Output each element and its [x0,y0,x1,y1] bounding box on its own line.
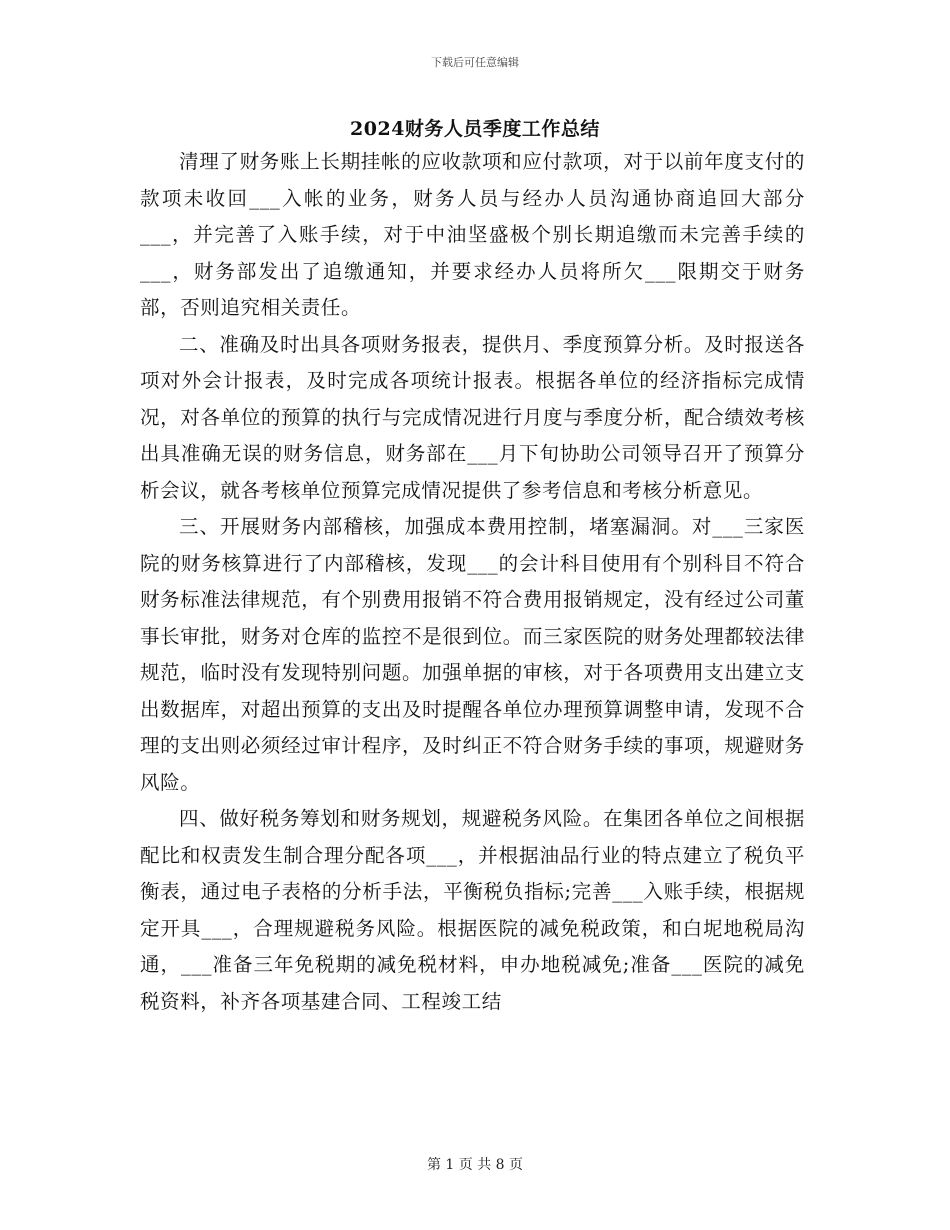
document-title: 2024财务人员季度工作总结 [350,118,600,140]
paragraph-4: 四、做好税务筹划和财务规划，规避税务风险。在集团各单位之间根据配比和权责发生制合理分配各项___，并根据油品行业的特点建立了税负平衡表，通过电子表格的分析手法，平衡税负指标;完善___入账手续，根据规定开具___，合理规避税务风险。根据医院的减免税政策，和白坭地税局沟通，___准备三年免税期的减免税材料，申办地税减免;准备___医院的减免税资料，补齐各项基建合同、工程竣工结 [140,807,805,1013]
page-number: 第 1 页 共 8 页 [426,1157,524,1173]
document-body [140,144,805,1020]
paragraph-2: 二、准确及时出具各项财务报表，提供月、季度预算分析。及时报送各项对外会计报表，及时完成各项统计报表。根据各单位的经济指标完成情况，对各单位的预算的执行与完成情况进行月度与季度分析，配合绩效考核出具准确无误的财务信息，财务部在___月下旬协助公司领导召开了预算分析会议，就各考核单位预算完成情况提供了参考信息和考核分析意见。 [140,332,805,502]
header-note: 下载后可任意编辑 [431,56,519,69]
paragraph-3: 三、开展财务内部稽核，加强成本费用控制，堵塞漏洞。对___三家医院的财务核算进行了内部稽核，发现___的会计科目使用有个别科目不符合财务标准法律规范，有个别费用报销不符合费用报销规定，没有经过公司董事长审批，财务对仓库的监控不是很到位。而三家医院的财务处理都较法律规范，临时没有发现特别问题。加强单据的审核，对于各项费用支出建立支出数据库，对超出预算的支出及时提醒各单位办理预算调整申请，发现不合理的支出则必须经过审计程序，及时纠正不符合财务手续的事项，规避财务风险。 [140,515,805,794]
paragraph-1: 清理了财务账上长期挂帐的应收款项和应付款项，对于以前年度支付的款项未收回___入帐的业务，财务人员与经办人员沟通协商追回大部分___，并完善了入账手续，对于中油坚盛极个别长期追缴而未完善手续的___，财务部发出了追缴通知，并要求经办人员将所欠___限期交于财务部，否则追究相关责任。 [140,150,805,319]
